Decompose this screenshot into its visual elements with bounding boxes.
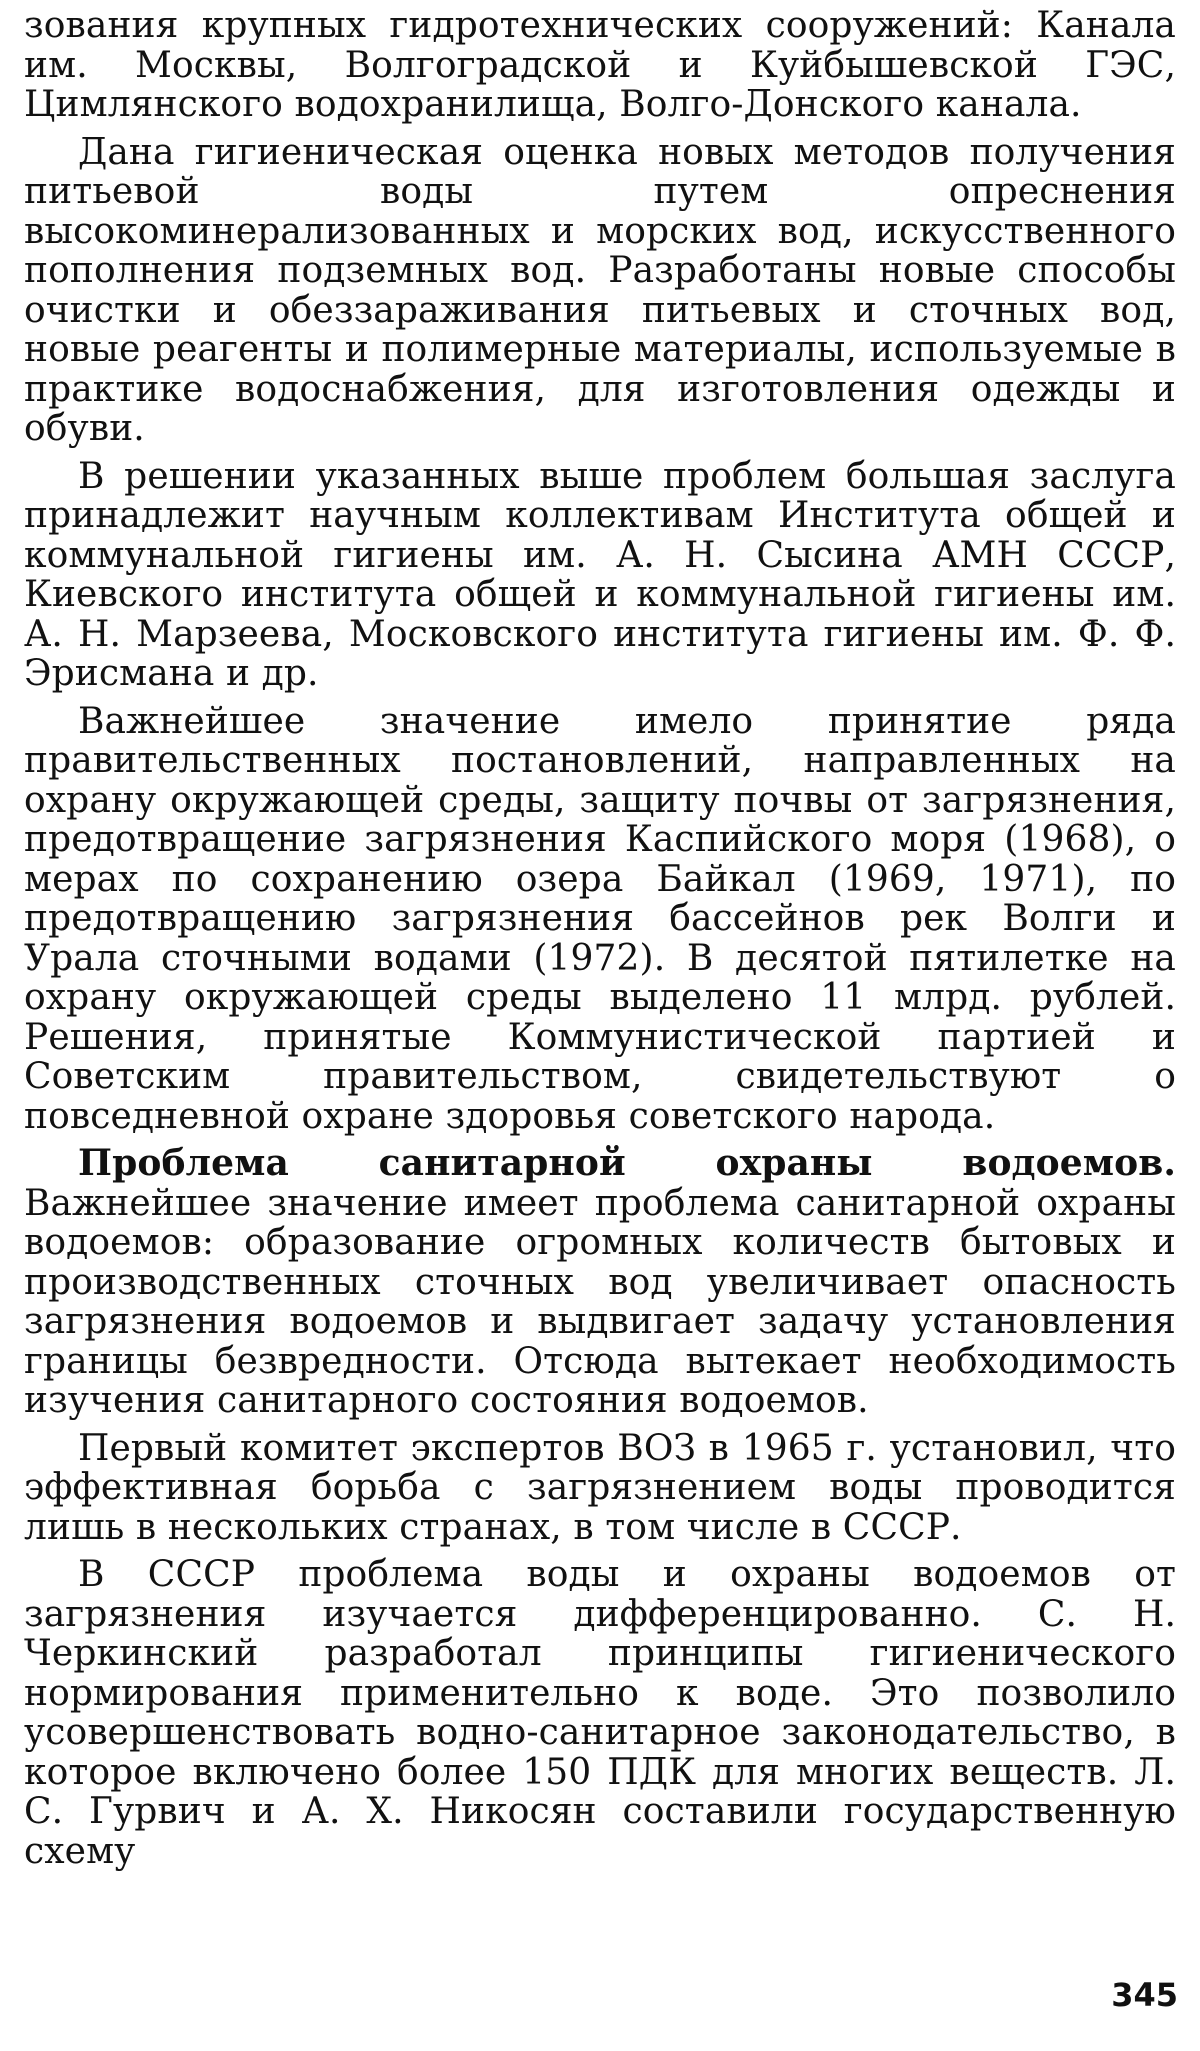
paragraph-government-decrees: Важнейшее значение имело принятие ряда правительственных постановлений, направленных на охрану окружающей среды, защиту почвы от загрязнения, предотвращение загрязнения Каспийского моря (1968), о мерах по сохранению озера Байкал (1969, 1971), по предотвращению загрязнения бассейнов рек Волги и Урала сточными водами (1972). В десятой пятилетке на охрану окружающей среды выделено 11 млрд. рублей. Решения, принятые Коммунистической партией и Советским правительством, свидетельствуют о повседневной охране здоровья советского народа. <box>24 700 1176 1137</box>
paragraph-research-institutes: В решении указанных выше проблем большая заслуга принадлежит научным коллективам Института общей и коммунальной гигиены им. А. Н. Сысина АМН СССР, Киевского института общей и коммунальной гигиены им. А. Н. Марзеева, Московского института гигиены им. Ф. Ф. Эрисмана и др. <box>24 455 1176 694</box>
paragraph-drinking-water-methods: Дана гигиеническая оценка новых методов получения питьевой воды путем опреснения высокоминерализованных и морских вод, искусственного пополнения подземных вод. Разработаны новые способы очистки и обеззараживания питьевых и сточных вод, новые реагенты и полимерные материалы, используемые в практике водоснабжения, для изготовления одежды и обуви. <box>24 131 1176 449</box>
page-number: 345 <box>1111 1976 1178 2014</box>
section-heading: Проблема санитарной охраны водоемов. <box>78 1142 1176 1184</box>
paragraph-who-committee: Первый комитет экспертов ВОЗ в 1965 г. установил, что эффективная борьба с загрязнением воды проводится лишь в нескольких странах, в том числе в СССР. <box>24 1427 1176 1548</box>
paragraph-ussr-water-research: В СССР проблема воды и охраны водоемов от загрязнения изучается дифференцированно. С. Н. Черкинский разработал принципы гигиенического нормирования применительно к воде. Это позволило усовершенствовать водно-санитарное законодательство, в которое включено более 150 ПДК для многих веществ. Л. С. Гурвич и А. Х. Никосян составили государственную схему <box>24 1554 1176 1872</box>
paragraph-continuation: зования крупных гидротехнических сооружений: Канала им. Москвы, Волгоградской и Куйбышевской ГЭС, Цимлянского водохранилища, Волго-Донского канала. <box>24 5 1176 125</box>
section-text: Важнейшее значение имеет проблема санитарной охраны водоемов: образование огромных количеств бытовых и производственных сточных вод увеличивает опасность загрязнения водоемов и выдвигает задачу установления границы безвредности. Отсюда вытекает необходимость изучения санитарного состояния водоемов. <box>24 1182 1176 1421</box>
paragraph-section-water-protection <box>24 1144 1176 1421</box>
book-page <box>24 6 1176 1879</box>
